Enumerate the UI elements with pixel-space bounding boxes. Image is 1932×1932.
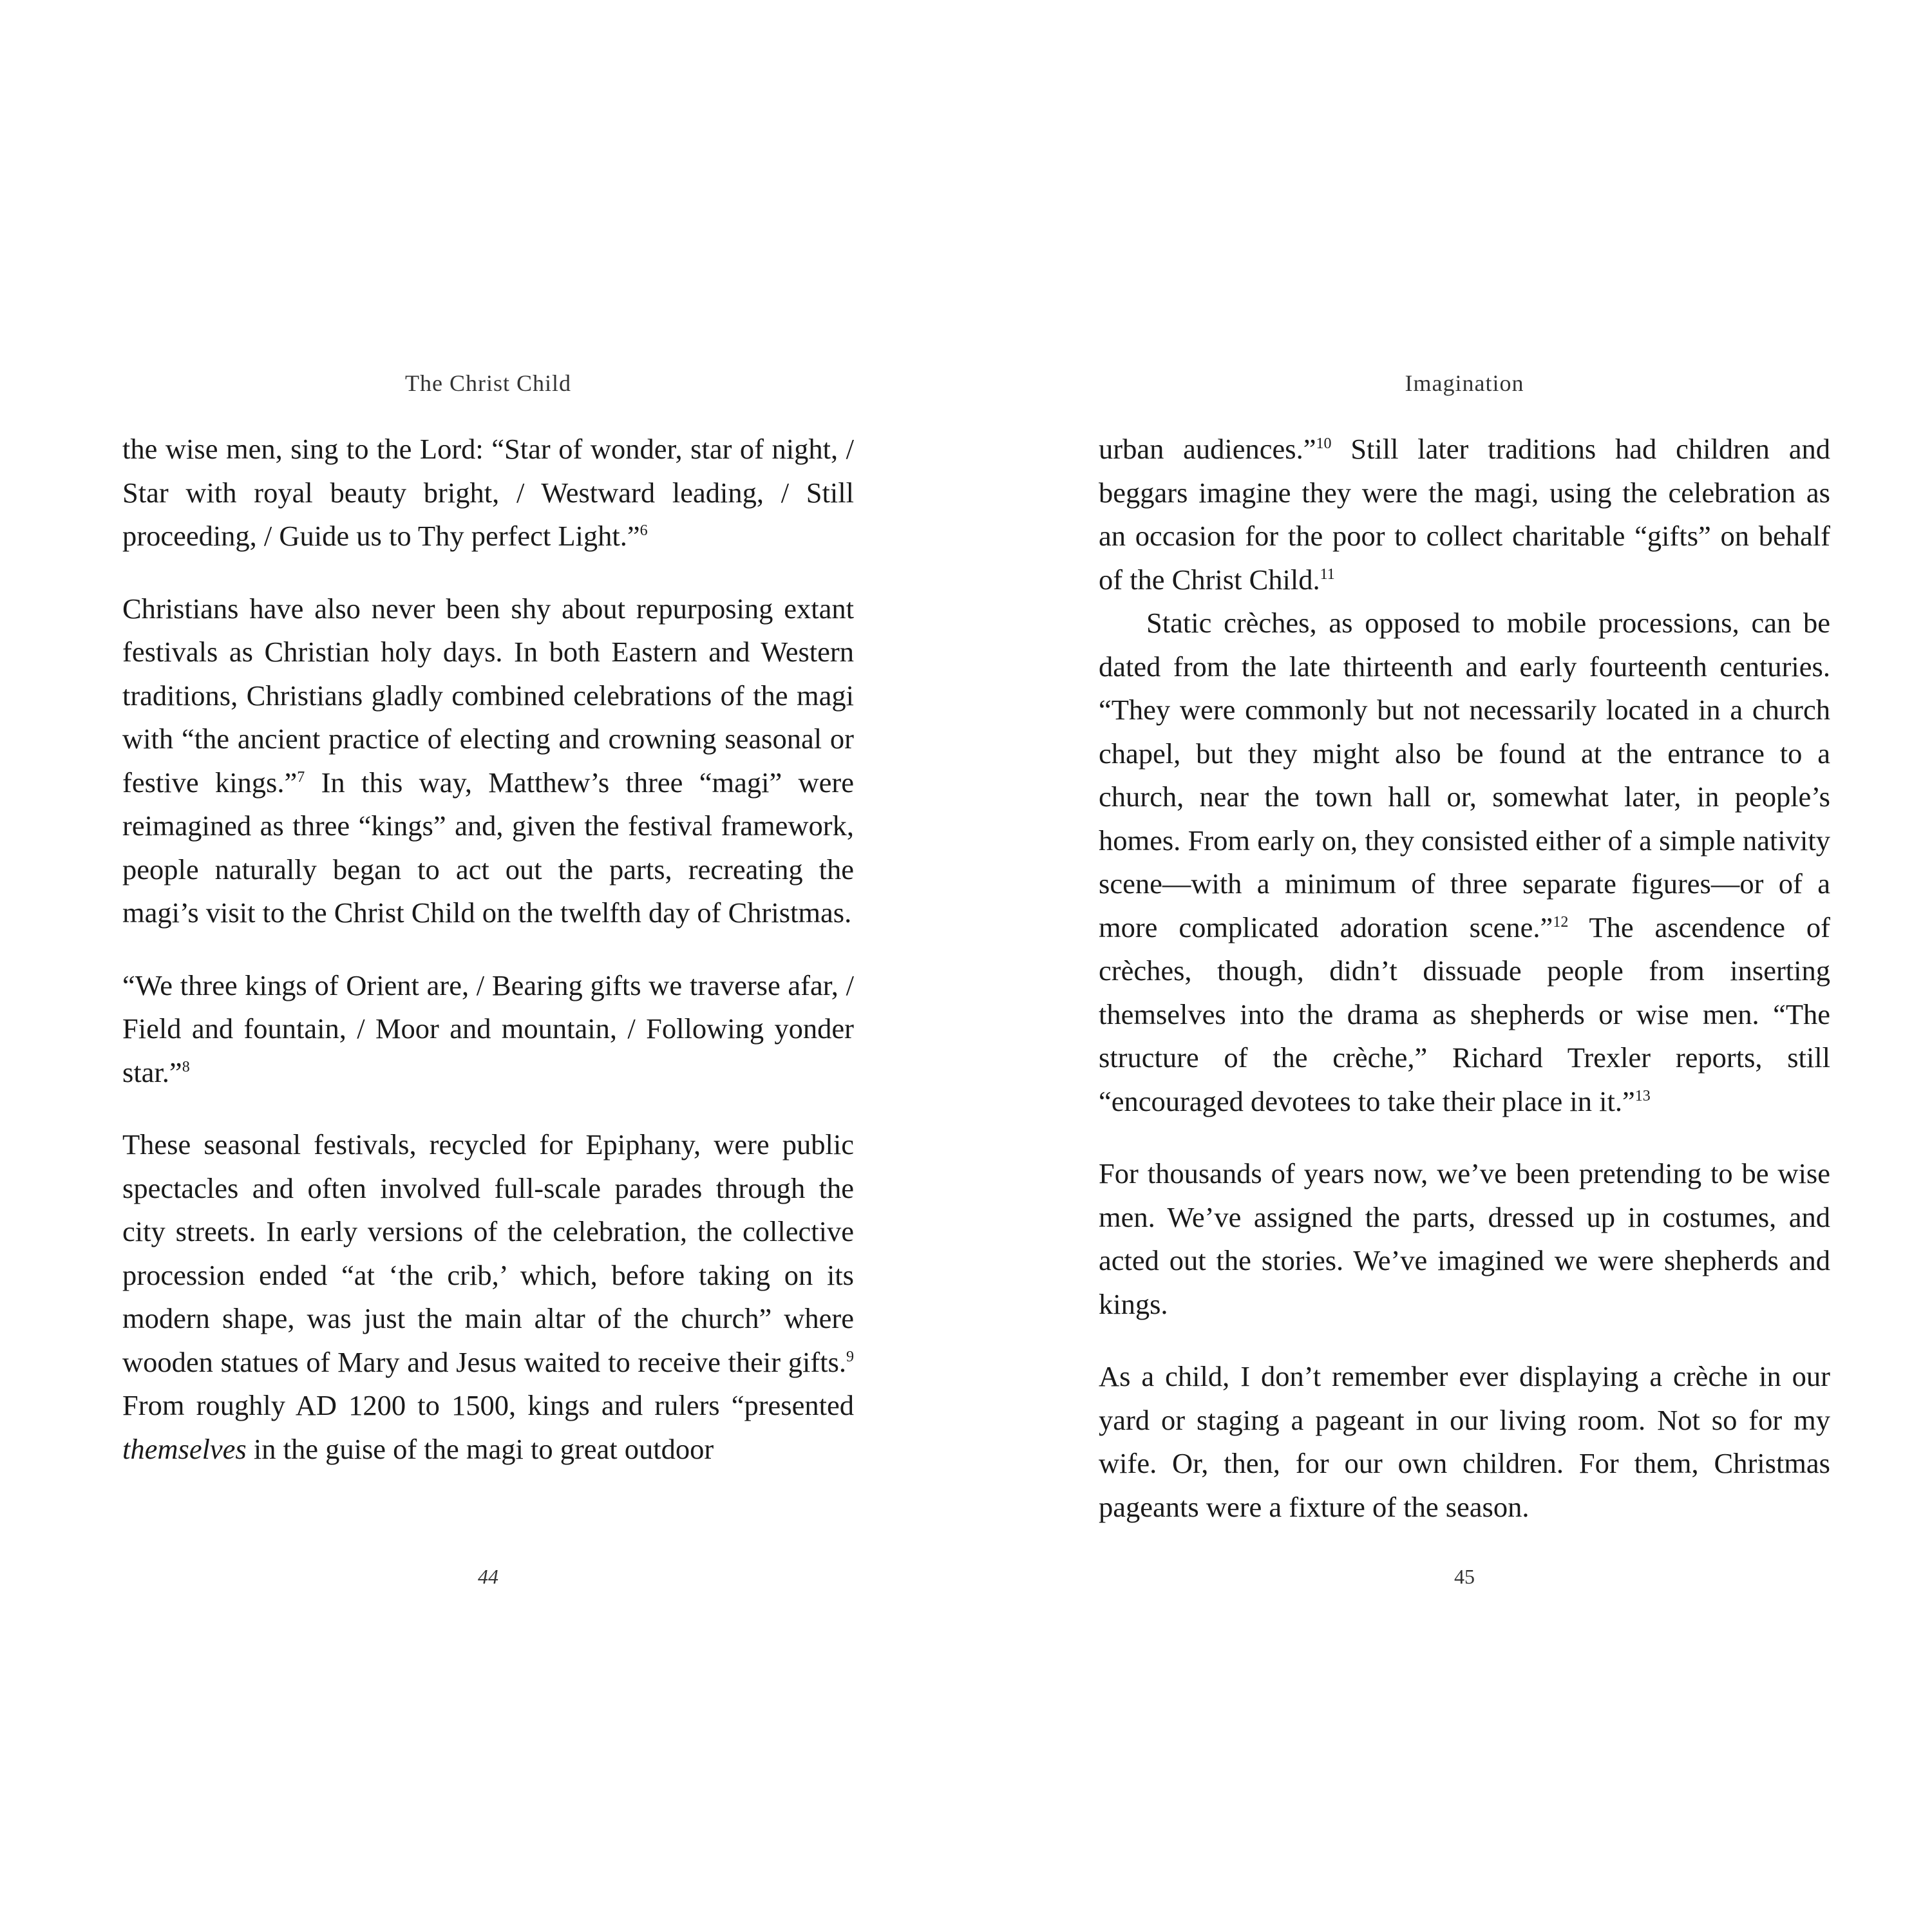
left-page [122,0,854,1932]
footnote-ref-10: 10 [1316,435,1332,453]
footnote-ref-6: 6 [639,522,648,540]
paragraph-text: Still later traditions had children and beggars imagine they were the magi, using the celebration as an occasion for the poor to collect charitable “gifts” on behalf of the Christ Child. [1099,433,1830,596]
footnote-ref-12: 12 [1553,913,1569,931]
paragraph-text: Static crèches, as opposed to mobile processions, can be dated from the late thirteenth and early fourteenth centuries. “They were commonly but not necessarily located in a church chapel, but they might also be found at the entrance to a church, near the town hall or, somewhat later, in people’s homes. From early on, they consisted either of a simple nativity scene—with a minimum of three separate figures—or of a more complicated adoration scene.” [1099,607,1830,943]
paragraph-text: These seasonal festivals, recycled for Epiphany, were public spectacles and often involved full-scale parades through the city streets. In early versions of the celebration, the collective procession ended “at ‘the crib,’ which, before taking on its modern shape, was just the main altar of the church” where wooden statues of Mary and Jesus waited to receive their gifts. [122,1128,854,1378]
footnote-ref-9: 9 [846,1348,854,1365]
paragraph-text: in the guise of the magi to great outdoor [246,1432,714,1465]
right-page [1099,0,1830,1932]
page-number-left: 44 [478,1565,498,1588]
right-paragraph-4 [1099,1355,1830,1529]
left-page-body [122,428,854,1471]
footnote-ref-8: 8 [182,1058,190,1075]
right-paragraph-2 [1099,601,1830,1123]
paragraph-text: From roughly AD 1200 to 1500, kings and rulers “presented [122,1389,854,1421]
paragraph-text: urban audiences.” [1099,433,1316,465]
paragraph-text: As a child, I don’t remember ever displaying a crèche in our yard or staging a pageant in our living room. Not so for my wife. Or, then, for our own children. For them, Christmas pageants were a fixture of the season. [1099,1360,1830,1523]
left-paragraph-1 [122,428,854,558]
right-page-body [1099,428,1830,1529]
footnote-ref-7: 7 [297,768,305,786]
footnote-ref-11: 11 [1320,565,1335,583]
left-paragraph-4 [122,1123,854,1471]
left-paragraph-3 [122,964,854,1095]
right-paragraph-1 [1099,428,1830,601]
paragraph-text: For thousands of years now, we’ve been pretending to be wise men. We’ve assigned the parts, dressed up in costumes, and acted out the stories. We’ve imagined we were shepherds and kings. [1099,1157,1830,1320]
paragraph-text: In this way, Matthew’s three “magi” were reimagined as three “kings” and, given the festival framework, people naturally began to act out the parts, recreating the magi’s visit to the Christ Child on the twelfth day of Christmas. [122,766,854,929]
italic-emphasis: themselves [122,1432,247,1465]
paragraph-text: the wise men, sing to the Lord: “Star of wonder, star of night, / Star with royal beauty bright, / Westward leading, / Still proceeding, / Guide us to Thy perfect Light.” [122,433,854,552]
right-paragraph-3 [1099,1152,1830,1326]
paragraph-text: The ascendence of crèches, though, didn’t dissuade people from inserting themselves into the drama as shepherds or wise men. “The structure of the crèche,” Richard Trexler reports, still “encouraged devotees to take their place in it.” [1099,911,1830,1117]
running-head-left: The Christ Child [405,370,571,396]
running-head-right: Imagination [1405,370,1524,396]
paragraph-text: “We three kings of Orient are, / Bearing gifts we traverse afar, / Field and fountain, / Moor and mountain, / Following yonder star.” [122,969,854,1088]
paragraph-text: Christians have also never been shy about repurposing extant festivals as Christian holy days. In both Eastern and Western traditions, Christians gladly combined celebrations of the magi with “the ancient practice of electing and crowning seasonal or festive kings.” [122,592,854,799]
footnote-ref-13: 13 [1634,1087,1651,1104]
left-paragraph-2 [122,587,854,935]
page-number-right: 45 [1454,1565,1475,1588]
